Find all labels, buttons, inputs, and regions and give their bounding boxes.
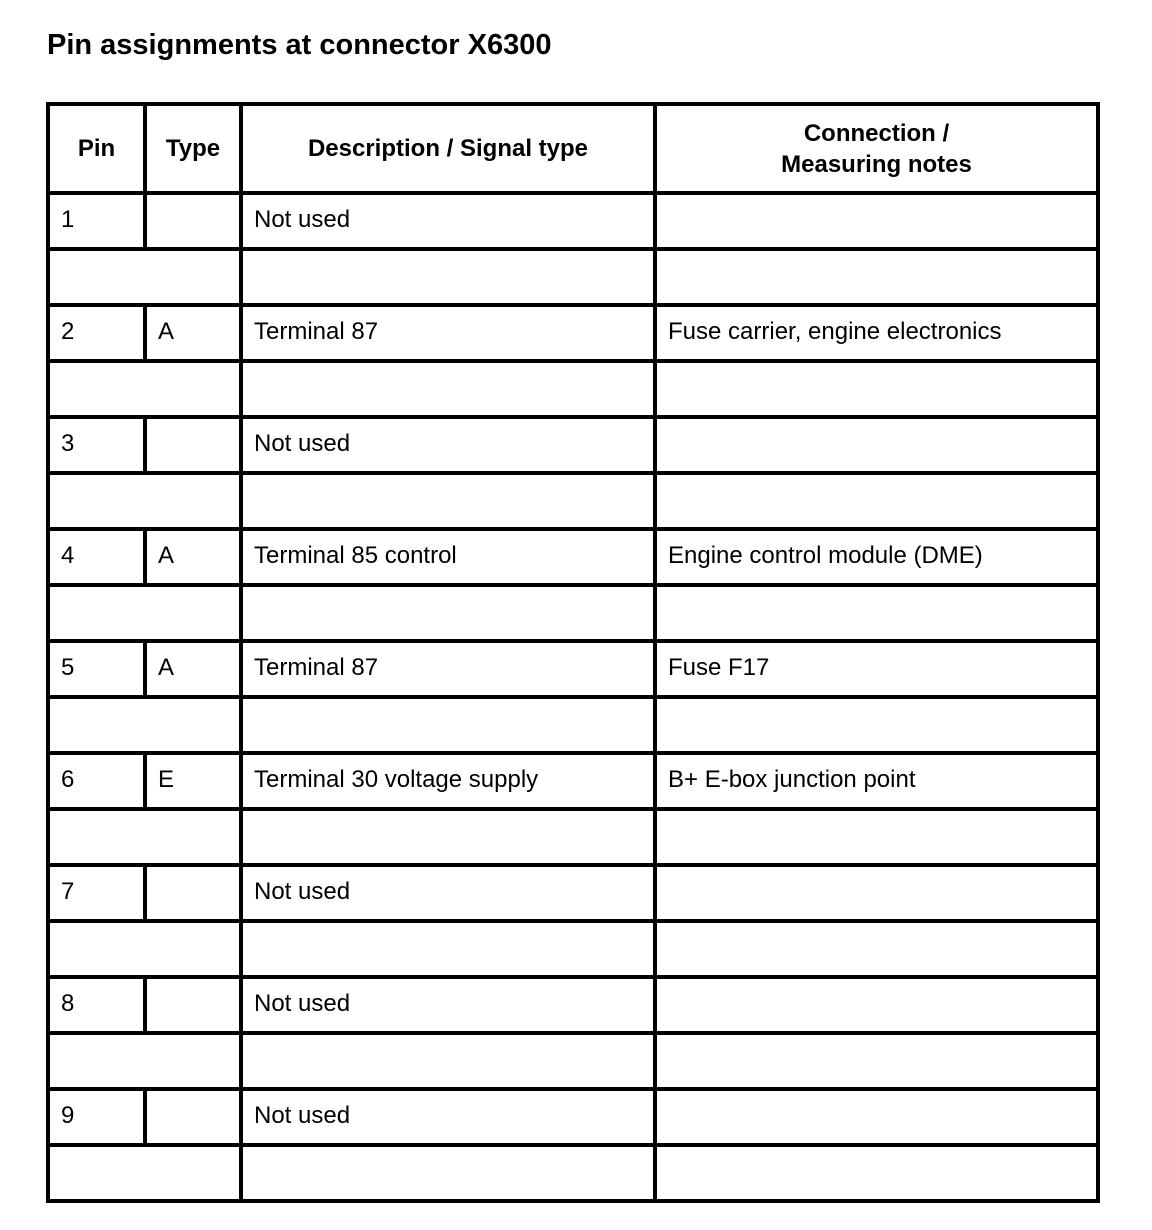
cell-description: Terminal 30 voltage supply [241,753,655,809]
cell-pin: 4 [48,529,145,585]
cell-type [145,1089,241,1145]
spacer-cell [241,697,655,753]
spacer-row [48,361,1098,417]
cell-description: Not used [241,193,655,249]
cell-connection [655,977,1098,1033]
spacer-row [48,1033,1098,1089]
table-row [48,977,1098,1033]
cell-type: A [145,305,241,361]
cell-type [145,865,241,921]
cell-description: Not used [241,977,655,1033]
cell-description: Terminal 87 [241,305,655,361]
spacer-cell [655,1145,1098,1201]
spacer-row [48,473,1098,529]
spacer-cell [655,585,1098,641]
table-row [48,529,1098,585]
spacer-cell [48,921,241,977]
spacer-cell [655,473,1098,529]
cell-pin: 8 [48,977,145,1033]
spacer-row [48,697,1098,753]
table-row [48,641,1098,697]
cell-type [145,417,241,473]
spacer-cell [48,697,241,753]
cell-pin: 9 [48,1089,145,1145]
header-connection [655,104,1098,193]
spacer-cell [241,1145,655,1201]
cell-type [145,977,241,1033]
cell-connection [655,417,1098,473]
cell-connection: Fuse carrier, engine electronics [655,305,1098,361]
spacer-cell [241,585,655,641]
spacer-cell [655,361,1098,417]
header-description: Description / Signal type [241,104,655,193]
spacer-cell [655,249,1098,305]
header-pin: Pin [48,104,145,193]
header-type: Type [145,104,241,193]
spacer-cell [655,1033,1098,1089]
table-row [48,305,1098,361]
cell-pin: 1 [48,193,145,249]
header-connection-line1: Connection / [803,119,950,147]
cell-pin: 5 [48,641,145,697]
cell-description: Terminal 87 [241,641,655,697]
cell-description: Terminal 85 control [241,529,655,585]
spacer-row [48,585,1098,641]
spacer-row [48,1145,1098,1201]
spacer-cell [48,249,241,305]
page-title: Pin assignments at connector X6300 [47,29,552,61]
spacer-cell [48,473,241,529]
header-connection-line2: Measuring notes [781,150,972,178]
cell-description: Not used [241,1089,655,1145]
spacer-cell [48,1033,241,1089]
cell-connection [655,865,1098,921]
cell-type [145,193,241,249]
spacer-cell [48,585,241,641]
spacer-cell [655,921,1098,977]
cell-connection: Fuse F17 [655,641,1098,697]
spacer-cell [241,921,655,977]
spacer-row [48,809,1098,865]
spacer-cell [241,1033,655,1089]
cell-connection [655,1089,1098,1145]
cell-description: Not used [241,865,655,921]
table-header-row [48,104,1098,193]
cell-type: A [145,529,241,585]
cell-type: A [145,641,241,697]
cell-connection: B+ E-box junction point [655,753,1098,809]
spacer-cell [48,1145,241,1201]
spacer-cell [48,809,241,865]
spacer-cell [241,473,655,529]
spacer-row [48,921,1098,977]
spacer-cell [241,249,655,305]
cell-description: Not used [241,417,655,473]
spacer-cell [655,697,1098,753]
cell-connection: Engine control module (DME) [655,529,1098,585]
spacer-cell [241,809,655,865]
cell-pin: 7 [48,865,145,921]
pin-assignment-table [46,102,1100,1203]
table-row [48,417,1098,473]
table-row [48,753,1098,809]
cell-type: E [145,753,241,809]
spacer-row [48,249,1098,305]
table-row [48,865,1098,921]
table-row [48,193,1098,249]
cell-connection [655,193,1098,249]
spacer-cell [48,361,241,417]
table-row [48,1089,1098,1145]
spacer-cell [655,809,1098,865]
cell-pin: 3 [48,417,145,473]
cell-pin: 2 [48,305,145,361]
cell-pin: 6 [48,753,145,809]
spacer-cell [241,361,655,417]
